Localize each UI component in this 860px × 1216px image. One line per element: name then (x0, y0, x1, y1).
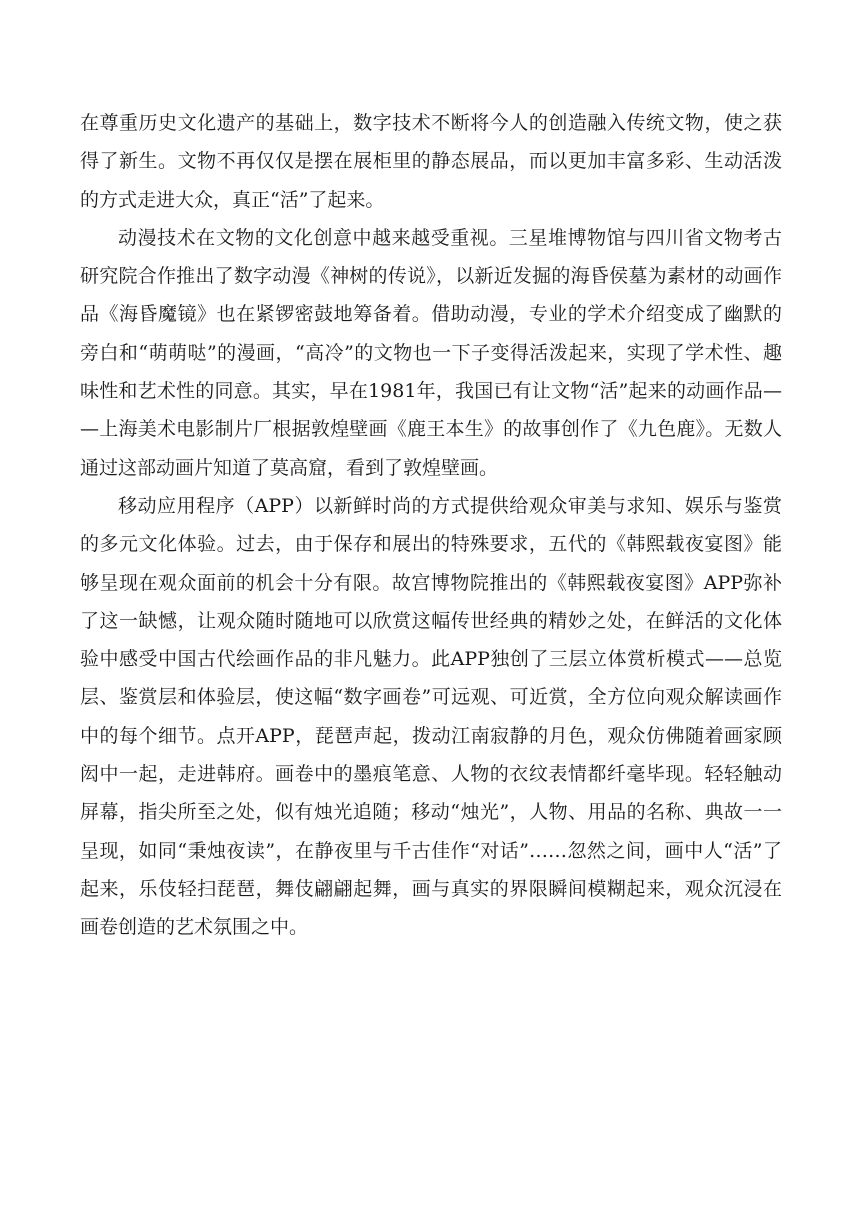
paragraph-animation: 动漫技术在文物的文化创意中越来越受重视。三星堆博物馆与四川省文物考古研究院合作推出了数字动漫《神树的传说》，以新近发掘的海昏侯墓为素材的动画作品《海昏魔镜》也在紧锣密鼓地筹备着。借助动漫，专业的学术介绍变成了幽默的旁白和“萌萌哒”的漫画，“高冷”的文物也一下子变得活泼起来，实现了学术性、趣味性和艺术性的同意。其实，早在1981年，我国已有让文物“活”起来的动画作品——上海美术电影制片厂根据敦煌壁画《鹿王本生》的故事创作了《九色鹿》。无数人通过这部动画片知道了莫高窟，看到了敦煌壁画。 (80, 226, 782, 479)
paragraph-intro: 在尊重历史文化遗产的基础上，数字技术不断将今人的创造融入传统文物，使之获得了新生。文物不再仅仅是摆在展柜里的静态展品，而以更加丰富多彩、生动活泼的方式走进大众，真正“活”了起来。 (80, 112, 782, 211)
document-body (80, 104, 782, 947)
paragraph-mobile-app: 移动应用程序（APP）以新鲜时尚的方式提供给观众审美与求知、娱乐与鉴赏的多元文化体验。过去，由于保存和展出的特殊要求，五代的《韩熙载夜宴图》能够呈现在观众面前的机会十分有限。故宫博物院推出的《韩熙载夜宴图》APP弥补了这一缺憾，让观众随时随地可以欣赏这幅传世经典的精妙之处，在鲜活的文化体验中感受中国古代绘画作品的非凡魅力。此APP独创了三层立体赏析模式——总览层、鉴赏层和体验层，使这幅“数字画卷”可远观、可近赏，全方位向观众解读画作中的每个细节。点开APP，琵琶声起，拨动江南寂静的月色，观众仿佛随着画家顾闳中一起，走进韩府。画卷中的墨痕笔意、人物的衣纹表情都纤毫毕现。轻轻触动屏幕，指尖所至之处，似有烛光追随；移动“烛光”，人物、用品的名称、典故一一呈现，如同“秉烛夜读”，在静夜里与千古佳作“对话”……忽然之间，画中人“活”了起来，乐伎轻扫琵琶，舞伎翩翩起舞，画与真实的界限瞬间模糊起来，观众沉浸在画卷创造的艺术氛围之中。 (80, 494, 782, 939)
